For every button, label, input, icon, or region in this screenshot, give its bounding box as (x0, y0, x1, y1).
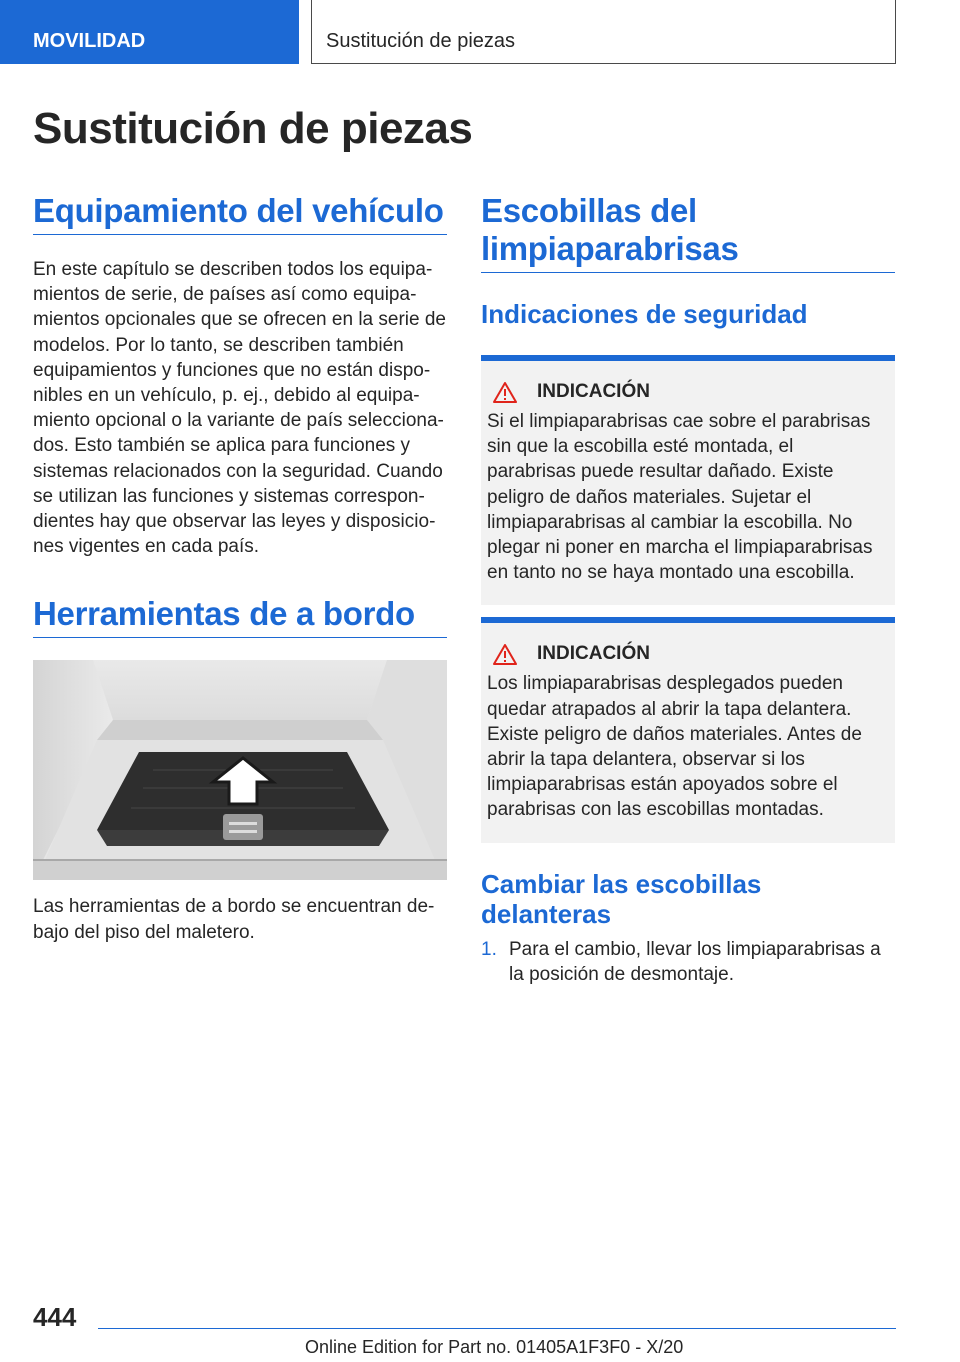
tools-text: Las herramientas de a bordo se encuentran debajo del piso del maletero. (33, 896, 435, 943)
wiper-heading: Escobillas del limpiaparabrisas (481, 192, 895, 273)
tools-heading: Herramientas de a bordo (33, 595, 447, 638)
chapter-tab: Sustitución de piezas (311, 0, 896, 64)
notice-header (487, 381, 885, 403)
notice-title: INDICACIÓN (537, 643, 650, 665)
step-item (481, 937, 895, 987)
page-title: Sustitución de piezas (33, 104, 473, 153)
left-column (33, 192, 447, 945)
trunk-floor-image (33, 660, 447, 880)
safety-heading: Indicaciones de seguridad (481, 299, 808, 329)
warning-icon (493, 381, 517, 403)
notice-header (487, 643, 885, 665)
page-number: 444 (33, 1302, 77, 1332)
notice-box (481, 355, 895, 605)
edition-footer: Online Edition for Part no. 01405A1F3F0 - X/20 (305, 1337, 684, 1357)
step-number: 1. (481, 938, 497, 960)
section-tab: MOVILIDAD (0, 0, 299, 64)
warning-icon (493, 643, 517, 665)
notice-title: INDICACIÓN (537, 381, 650, 402)
right-column (481, 192, 895, 987)
equipment-heading: Equipamiento del vehículo (33, 192, 447, 235)
footer-divider (98, 1328, 896, 1329)
step-text: Para el cambio, llevar los limpiaparabrisas a la posición de desmontaje. (509, 938, 881, 985)
notice-box (481, 617, 895, 842)
notice-text: Si el limpiaparabrisas cae sobre el parabrisas sin que la escobilla esté montada, el parabrisas puede resultar dañado. Existe peligro de daños materiales. Sujetar el limpiaparabrisas al cambiar la escobilla. No plegar ni poner en marcha el limpiaparabrisas en tanto no se haya montado una escobilla. (487, 411, 873, 584)
notice-text: Los limpiaparabrisas desplegados pueden quedar atrapados al abrir la tapa delantera. Existe peligro de daños materiales. Antes de abrir la tapa delantera, observar si los limpiaparabrisas están apoyados sobre el parabrisas con las escobillas montadas. (487, 673, 862, 821)
equipment-text: En este capítulo se describen todos los equipamientos de serie, de países así como equipamientos opcionales que se ofrecen en la serie de modelos. Por lo tanto, se describen también equipamientos y funciones que no están disponibles en un vehículo, p. ej., debido al equipamiento opcional o la variante de país seleccionados. Esto también se aplica para funciones y sistemas relacionados con la seguridad. Cuando se utilizan las funciones y sistemas correspondientes hay que observar las leyes y disposiciones vigentes en cada país. (33, 259, 446, 558)
change-wipers-heading: Cambiar las escobillas delanteras (481, 868, 762, 929)
